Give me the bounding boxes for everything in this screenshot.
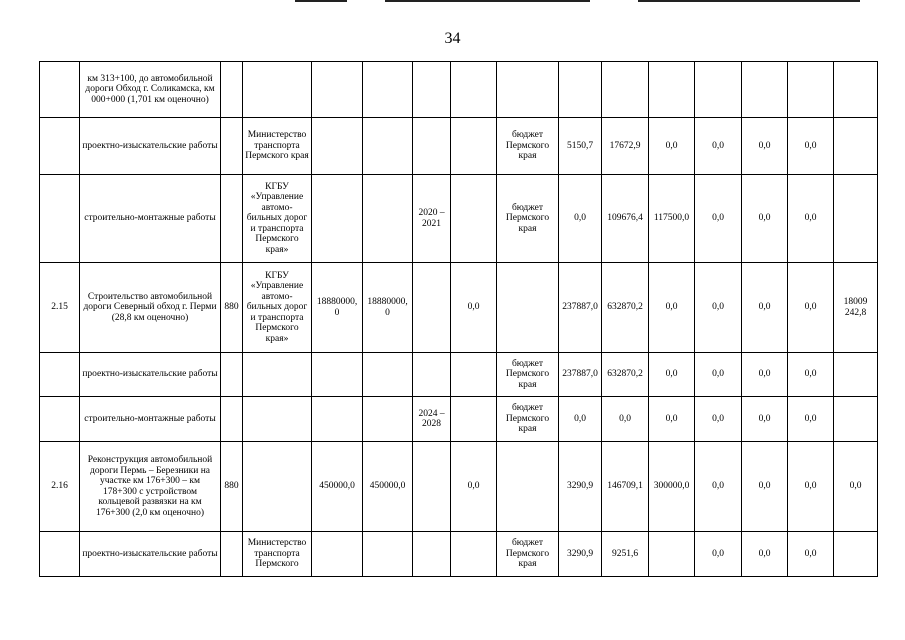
cell-v7 xyxy=(834,62,878,118)
cell-executor xyxy=(243,442,312,532)
cell-v1: 237887,0 xyxy=(559,263,602,353)
cell-v3: 0,0 xyxy=(649,118,695,175)
cell-executor xyxy=(243,62,312,118)
cell-cost xyxy=(312,397,363,442)
cell-power xyxy=(221,62,243,118)
cell-v7 xyxy=(834,397,878,442)
cell-period: 2024 – 2028 xyxy=(413,397,451,442)
cell-v1: 0,0 xyxy=(559,397,602,442)
cell-v3: 0,0 xyxy=(649,397,695,442)
cell-executor xyxy=(243,353,312,397)
table-row xyxy=(40,353,878,397)
cell-num xyxy=(40,532,80,577)
cell-limit xyxy=(363,353,413,397)
cell-period xyxy=(413,442,451,532)
cell-v4: 0,0 xyxy=(695,532,742,577)
cell-source xyxy=(497,442,559,532)
table-row xyxy=(40,118,878,175)
cell-name: проектно-изыскательские работы xyxy=(80,118,221,175)
cell-v4: 0,0 xyxy=(695,353,742,397)
cell-v1: 237887,0 xyxy=(559,353,602,397)
cell-v1: 3290,9 xyxy=(559,442,602,532)
cell-remainder xyxy=(451,175,497,263)
cell-executor xyxy=(243,397,312,442)
cell-v6: 0,0 xyxy=(788,442,834,532)
cell-v2: 17672,9 xyxy=(602,118,649,175)
program-table xyxy=(39,61,878,577)
cell-cost xyxy=(312,532,363,577)
cell-v5: 0,0 xyxy=(742,532,788,577)
cell-v5 xyxy=(742,62,788,118)
cell-limit xyxy=(363,532,413,577)
cell-period xyxy=(413,532,451,577)
cell-v5: 0,0 xyxy=(742,263,788,353)
cell-v7 xyxy=(834,118,878,175)
cell-v6: 0,0 xyxy=(788,263,834,353)
cell-cost xyxy=(312,175,363,263)
cell-v6: 0,0 xyxy=(788,118,834,175)
table-body xyxy=(40,62,878,577)
cell-period xyxy=(413,62,451,118)
cell-v1: 5150,7 xyxy=(559,118,602,175)
cell-source: бюджет Пермского края xyxy=(497,532,559,577)
cell-name: км 313+100, до автомобильной дороги Обход г. Соликамска, км 000+000 (1,701 км оценочно) xyxy=(80,62,221,118)
cell-source: бюджет Пермского края xyxy=(497,118,559,175)
cell-remainder xyxy=(451,62,497,118)
cell-v3 xyxy=(649,62,695,118)
cell-v7 xyxy=(834,353,878,397)
cell-v4: 0,0 xyxy=(695,397,742,442)
cell-period: 2020 – 2021 xyxy=(413,175,451,263)
cell-period xyxy=(413,263,451,353)
cell-source: бюджет Пермского края xyxy=(497,397,559,442)
cell-source xyxy=(497,62,559,118)
cell-v3: 0,0 xyxy=(649,353,695,397)
cell-v6: 0,0 xyxy=(788,353,834,397)
cell-period xyxy=(413,353,451,397)
cell-name: Реконструкция автомобильной дороги Пермь – Березники на участке км 176+300 – км 178+300 с устройством кольцевой развязки на км 176+300 (2,0 км оценочно) xyxy=(80,442,221,532)
table-row xyxy=(40,397,878,442)
cell-v7: 18009 242,8 xyxy=(834,263,878,353)
cell-name: строительно-монтажные работы xyxy=(80,175,221,263)
cell-v2: 146709,1 xyxy=(602,442,649,532)
cell-remainder xyxy=(451,118,497,175)
cell-v5: 0,0 xyxy=(742,353,788,397)
cell-cost xyxy=(312,62,363,118)
cell-v1: 0,0 xyxy=(559,175,602,263)
cell-num: 2.16 xyxy=(40,442,80,532)
cell-cost: 18880000, 0 xyxy=(312,263,363,353)
cell-executor: КГБУ «Управление автомо-бильных дорог и транспорта Пермского края» xyxy=(243,175,312,263)
cell-v1: 3290,9 xyxy=(559,532,602,577)
cell-v2: 9251,6 xyxy=(602,532,649,577)
cell-power xyxy=(221,532,243,577)
cell-remainder xyxy=(451,532,497,577)
top-border-left xyxy=(295,0,347,2)
cell-v4: 0,0 xyxy=(695,175,742,263)
cell-cost: 450000,0 xyxy=(312,442,363,532)
cell-cost xyxy=(312,118,363,175)
cell-limit xyxy=(363,118,413,175)
cell-v1 xyxy=(559,62,602,118)
cell-v3: 300000,0 xyxy=(649,442,695,532)
cell-power xyxy=(221,118,243,175)
cell-num xyxy=(40,353,80,397)
cell-v5: 0,0 xyxy=(742,118,788,175)
cell-source xyxy=(497,263,559,353)
cell-v6 xyxy=(788,62,834,118)
cell-cost xyxy=(312,353,363,397)
cell-limit xyxy=(363,62,413,118)
cell-remainder: 0,0 xyxy=(451,442,497,532)
cell-v2: 632870,2 xyxy=(602,353,649,397)
cell-name: проектно-изыскательские работы xyxy=(80,353,221,397)
cell-remainder xyxy=(451,353,497,397)
cell-v3: 117500,0 xyxy=(649,175,695,263)
cell-name: строительно-монтажные работы xyxy=(80,397,221,442)
cell-source: бюджет Пермского края xyxy=(497,175,559,263)
cell-power xyxy=(221,175,243,263)
cell-executor: Министерство транспорта Пермского xyxy=(243,532,312,577)
cell-period xyxy=(413,118,451,175)
cell-v2: 0,0 xyxy=(602,397,649,442)
cell-power xyxy=(221,353,243,397)
top-border-right xyxy=(638,0,860,2)
cell-v5: 0,0 xyxy=(742,175,788,263)
cell-v7 xyxy=(834,532,878,577)
page-number: 34 xyxy=(444,30,461,47)
cell-v7: 0,0 xyxy=(834,442,878,532)
cell-v3 xyxy=(649,532,695,577)
cell-num xyxy=(40,175,80,263)
cell-v7 xyxy=(834,175,878,263)
cell-name: проектно-изыскательские работы xyxy=(80,532,221,577)
cell-v5: 0,0 xyxy=(742,442,788,532)
cell-v4: 0,0 xyxy=(695,442,742,532)
cell-power: 880 xyxy=(221,263,243,353)
cell-limit: 18880000, 0 xyxy=(363,263,413,353)
cell-num xyxy=(40,62,80,118)
cell-v2: 109676,4 xyxy=(602,175,649,263)
cell-v4: 0,0 xyxy=(695,263,742,353)
cell-v2 xyxy=(602,62,649,118)
table-row xyxy=(40,442,878,532)
table-row xyxy=(40,263,878,353)
cell-v3: 0,0 xyxy=(649,263,695,353)
cell-v6: 0,0 xyxy=(788,397,834,442)
cell-v4 xyxy=(695,62,742,118)
cell-num xyxy=(40,118,80,175)
cell-limit xyxy=(363,397,413,442)
cell-executor: Министерство транспорта Пермского края xyxy=(243,118,312,175)
cell-executor: КГБУ «Управление автомо-бильных дорог и транспорта Пермского края» xyxy=(243,263,312,353)
top-border-mid xyxy=(385,0,590,2)
cell-source: бюджет Пермского края xyxy=(497,353,559,397)
table-row xyxy=(40,175,878,263)
cell-v2: 632870,2 xyxy=(602,263,649,353)
cell-v5: 0,0 xyxy=(742,397,788,442)
cell-v6: 0,0 xyxy=(788,175,834,263)
cell-remainder xyxy=(451,397,497,442)
cell-power: 880 xyxy=(221,442,243,532)
cell-name: Строительство автомобильной дороги Северный обход г. Перми (28,8 км оценочно) xyxy=(80,263,221,353)
cell-limit: 450000,0 xyxy=(363,442,413,532)
table-row xyxy=(40,532,878,577)
cell-num xyxy=(40,397,80,442)
cell-remainder: 0,0 xyxy=(451,263,497,353)
cell-v6: 0,0 xyxy=(788,532,834,577)
cell-power xyxy=(221,397,243,442)
cell-v4: 0,0 xyxy=(695,118,742,175)
cell-num: 2.15 xyxy=(40,263,80,353)
cell-limit xyxy=(363,175,413,263)
table-row xyxy=(40,62,878,118)
